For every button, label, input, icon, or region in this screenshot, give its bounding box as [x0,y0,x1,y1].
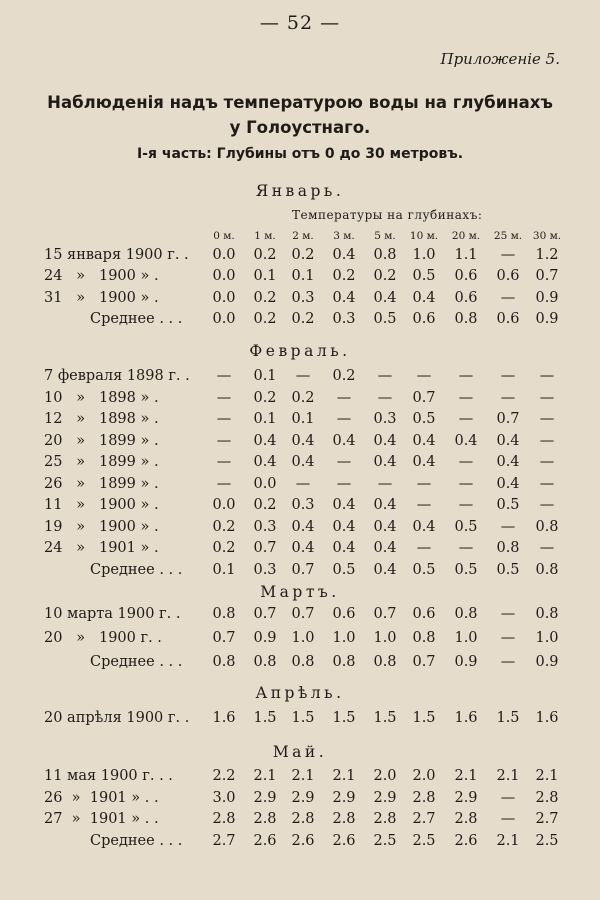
temperature-cell: 0.2 [373,268,397,285]
temperature-cell: 0.5 [454,561,478,578]
temperature-cell: 0.3 [291,289,315,306]
temperature-cell: — [216,475,232,492]
table-row [0,290,600,311]
temperature-cell: 2.1 [253,768,277,784]
month-heading: Апрѣль. [255,684,345,702]
temperature-cell: 0.4 [332,289,356,306]
depth-header: 10 м. [409,230,439,242]
temperature-cell: — [336,454,352,470]
temperature-cell: — [458,454,474,470]
date-label: 24 » 1900 » . [44,268,159,285]
page-subtitle: I-я часть: Глубины отъ 0 до 30 метровъ. [136,146,464,162]
temperature-cell: 0.4 [412,432,436,449]
temperature-cell: 2.9 [373,789,397,806]
temperature-cell: 0.6 [412,606,436,622]
temperature-cell: 0.9 [535,289,559,306]
temperature-cell: — [377,368,393,384]
temperature-cell: 0.8 [253,654,277,670]
depth-header: 1 м. [254,230,276,242]
temperature-cell: 0.0 [212,310,236,327]
temperature-cell: 0.3 [291,497,315,513]
date-label: 10 марта 1900 г. . [44,606,181,622]
temperature-cell: — [336,475,352,492]
temperature-cell: 0.8 [454,606,478,622]
date-label: 11 » 1900 » . [44,497,159,513]
temperature-cell: 0.9 [535,310,559,327]
depth-header: 25 м. [493,230,523,242]
temperature-cell: 0.0 [212,247,236,263]
temperature-cell: 0.2 [253,289,277,306]
temperature-cell: 0.1 [291,411,315,427]
temperature-cell: — [216,389,232,406]
temperature-cell: — [500,289,516,306]
table-row [0,497,600,518]
temperature-cell: — [539,454,555,470]
temperature-cell: 2.1 [496,768,520,784]
table-row [0,476,600,497]
temperature-cell: 0.2 [253,389,277,406]
temperature-cell: 2.8 [454,811,478,827]
temperature-cell: — [539,411,555,427]
temperature-cell: 0.4 [291,454,315,470]
temperature-cell: 2.5 [535,832,559,849]
temperature-cell: 2.8 [373,811,397,827]
temperature-cell: 0.4 [253,432,277,449]
temperature-cell: 0.4 [454,432,478,449]
temperature-cell: 1.6 [535,710,559,726]
depth-header: 3 м. [333,230,355,242]
temperature-cell: — [216,432,232,449]
temperature-cell: 1.2 [535,247,559,263]
temperature-cell: 2.9 [291,789,315,806]
temperature-cell: 0.8 [535,606,559,622]
temperature-cell: 0.4 [496,475,520,492]
month-heading: Февраль. [249,342,351,360]
month-heading: Май. [272,743,328,761]
average-row [0,833,600,854]
temperature-cell: — [295,368,311,384]
temperature-cell: 0.6 [496,310,520,327]
temperature-cell: — [216,368,232,384]
temperature-cell: 0.5 [412,268,436,285]
date-label: 26 » 1901 » . . [44,789,159,806]
temperature-cell: 0.4 [291,432,315,449]
temperature-cell: — [539,432,555,449]
title-line-1: Наблюденія надъ температурою воды на глубинахъ [47,93,553,112]
table-row [0,710,600,731]
temperature-cell: 0.5 [496,497,520,513]
temperature-cell: 0.5 [373,310,397,327]
date-label: 27 » 1901 » . . [44,811,159,827]
temperature-cell: 0.0 [212,289,236,306]
temperature-cell: 0.2 [253,497,277,513]
temperature-cell: 0.1 [253,411,277,427]
depth-header: 5 м. [374,230,396,242]
temperature-cell: 0.4 [496,432,520,449]
temperature-cell: 0.8 [212,654,236,670]
temperature-cell: 2.8 [212,811,236,827]
temperature-cell: 0.3 [373,411,397,427]
temperature-cell: — [500,811,516,827]
date-label: 25 » 1899 » . [44,454,159,470]
temperature-cell: — [458,475,474,492]
temperature-cell: 1.0 [454,630,478,646]
temperature-cell: 2.0 [412,768,436,784]
temperature-cell: 0.4 [373,432,397,449]
temperature-cell: 1.5 [412,710,436,726]
temperature-cell: 0.7 [253,606,277,622]
temperature-cell: 0.3 [253,561,277,578]
table-row [0,768,600,789]
table-row [0,247,600,268]
temperature-cell: — [458,411,474,427]
temperature-cell: 2.8 [412,789,436,806]
temperature-cell: 0.4 [332,432,356,449]
temperature-cell: 0.5 [496,561,520,578]
temperature-cell: 0.7 [496,411,520,427]
page-title [0,90,600,140]
average-row [0,654,600,675]
temperature-cell: 0.2 [212,540,236,556]
temperature-cell: 0.8 [373,247,397,263]
temperatures-caption: Температуры на глубинахъ: [292,208,483,222]
temperature-cell: 0.4 [373,561,397,578]
average-label: Среднее . . . [90,310,183,327]
temperature-cell: 2.1 [291,768,315,784]
temperature-cell: 2.5 [412,832,436,849]
temperature-cell: 0.8 [373,654,397,670]
temperature-cell: — [416,368,432,384]
temperature-cell: — [539,475,555,492]
table-row [0,790,600,811]
table-row [0,540,600,561]
appendix-label: Приложеніе 5. [440,50,560,68]
temperature-cell: — [500,789,516,806]
temperature-cell: — [500,368,516,384]
temperature-cell: 1.5 [373,710,397,726]
temperature-cell: 0.6 [496,268,520,285]
temperature-cell: 0.4 [332,518,356,535]
table-row [0,411,600,432]
temperature-cell: 0.1 [253,368,277,384]
temperature-cell: 0.8 [496,540,520,556]
date-label: 20 апрѣля 1900 г. . [44,710,190,726]
temperature-cell: — [500,247,516,263]
temperature-cell: 1.5 [253,710,277,726]
date-label: 15 января 1900 г. . [44,247,189,263]
temperature-cell: 0.7 [373,606,397,622]
temperature-cell: 2.9 [332,789,356,806]
temperature-cell: 0.9 [535,654,559,670]
date-label: 31 » 1900 » . [44,289,159,306]
temperature-cell: 2.1 [535,768,559,784]
temperature-cell: 2.7 [412,811,436,827]
temperature-cell: 0.7 [212,630,236,646]
temperature-cell: 0.1 [291,268,315,285]
depth-header: 30 м. [532,230,562,242]
depth-header: 20 м. [451,230,481,242]
temperature-cell: 0.4 [291,540,315,556]
temperature-cell: 2.8 [332,811,356,827]
date-label: 20 » 1899 » . [44,432,159,449]
temperature-cell: 2.1 [496,832,520,849]
temperature-cell: — [539,497,555,513]
date-label: 11 мая 1900 г. . . [44,768,173,784]
temperature-cell: 0.2 [291,247,315,263]
temperature-cell: 1.1 [454,247,478,263]
temperature-cell: 0.4 [412,289,436,306]
table-row [0,519,600,540]
temperature-cell: 2.8 [535,789,559,806]
date-label: 26 » 1899 » . [44,475,159,492]
temperature-cell: 0.3 [253,518,277,535]
date-label: 12 » 1898 » . [44,411,159,427]
temperature-cell: 2.7 [535,811,559,827]
table-row [0,433,600,454]
temperature-cell: 3.0 [212,789,236,806]
temperature-cell: 0.7 [291,606,315,622]
temperature-cell: — [458,389,474,406]
temperature-cell: 0.7 [412,389,436,406]
depth-header: 2 м. [292,230,314,242]
temperature-cell: — [377,475,393,492]
temperature-cell: 0.9 [253,630,277,646]
average-row [0,311,600,332]
temperature-cell: — [458,540,474,556]
temperature-cell: — [500,606,516,622]
temperature-cell: 2.7 [212,832,236,849]
temperature-cell: 2.0 [373,768,397,784]
table-row [0,606,600,627]
table-row [0,368,600,389]
temperature-cell: 0.4 [496,454,520,470]
temperature-cell: 1.6 [212,710,236,726]
temperature-cell: 0.8 [412,630,436,646]
temperature-cell: 0.4 [373,454,397,470]
date-label: 10 » 1898 » . [44,389,159,406]
temperature-cell: 0.8 [535,518,559,535]
temperature-cell: 0.6 [412,310,436,327]
temperature-cell: 1.0 [412,247,436,263]
table-row [0,268,600,289]
temperature-cell: — [416,540,432,556]
temperature-cell: 0.9 [454,654,478,670]
temperature-cell: 0.4 [332,247,356,263]
temperature-cell: 2.6 [454,832,478,849]
depth-header: 0 м. [213,230,235,242]
temperature-cell: 0.7 [253,540,277,556]
temperature-cell: — [500,518,516,535]
temperature-cell: 1.0 [535,630,559,646]
date-label: 20 » 1900 г. . [44,630,162,646]
temperature-cell: 0.5 [454,518,478,535]
temperature-cell: 0.7 [291,561,315,578]
month-heading: Январь. [255,182,345,200]
temperature-cell: 0.4 [332,540,356,556]
temperature-cell: — [295,475,311,492]
temperature-cell: 0.4 [373,497,397,513]
temperature-cell: 0.8 [332,654,356,670]
temperature-cell: 0.1 [212,561,236,578]
temperature-cell: 1.5 [496,710,520,726]
temperature-cell: 2.6 [332,832,356,849]
temperature-cell: 0.0 [253,475,277,492]
temperature-cell: — [539,540,555,556]
temperature-cell: 0.4 [332,497,356,513]
temperature-cell: 2.6 [253,832,277,849]
date-label: 24 » 1901 » . [44,540,159,556]
table-row [0,811,600,832]
table-row [0,390,600,411]
temperature-cell: 0.8 [291,654,315,670]
temperature-cell: 0.2 [212,518,236,535]
table-row [0,630,600,651]
temperature-cell: 2.5 [373,832,397,849]
temperature-cell: — [377,389,393,406]
temperature-cell: 0.5 [412,411,436,427]
average-label: Среднее . . . [90,561,183,578]
temperature-cell: 0.8 [212,606,236,622]
temperature-cell: 0.4 [412,518,436,535]
temperature-cell: — [336,411,352,427]
temperature-cell: 2.8 [253,811,277,827]
temperature-cell: — [500,654,516,670]
temperature-cell: 0.2 [332,268,356,285]
temperature-cell: 0.4 [291,518,315,535]
temperature-cell: 0.4 [373,540,397,556]
temperature-cell: 0.4 [253,454,277,470]
temperature-cell: 0.5 [332,561,356,578]
temperature-cell: 0.2 [253,310,277,327]
temperature-cell: 0.2 [291,389,315,406]
temperature-cell: 0.6 [454,268,478,285]
temperature-cell: 0.2 [332,368,356,384]
temperature-cell: 0.7 [535,268,559,285]
date-label: 19 » 1900 » . [44,518,159,535]
temperature-cell: 0.6 [332,606,356,622]
temperature-cell: — [539,368,555,384]
page-number: — 52 — [259,12,341,34]
temperature-cell: 0.3 [332,310,356,327]
temperature-cell: 1.5 [332,710,356,726]
temperature-cell: 2.9 [253,789,277,806]
temperature-cell: 0.4 [373,518,397,535]
date-label: 7 февраля 1898 г. . [44,368,190,384]
depth-header-row [0,230,600,244]
temperature-cell: 2.9 [454,789,478,806]
temperature-cell: 1.5 [291,710,315,726]
temperature-cell: 1.0 [291,630,315,646]
temperature-cell: — [216,454,232,470]
temperature-cell: 2.6 [291,832,315,849]
temperature-cell: — [416,497,432,513]
temperature-cell: — [336,389,352,406]
temperature-cell: — [458,368,474,384]
average-label: Среднее . . . [90,832,183,849]
temperature-cell: 1.0 [373,630,397,646]
temperature-cell: — [216,411,232,427]
temperature-cell: 0.0 [212,268,236,285]
temperature-cell: — [500,630,516,646]
table-row [0,454,600,475]
temperature-cell: 0.7 [412,654,436,670]
temperature-cell: 1.0 [332,630,356,646]
temperature-cell: 1.6 [454,710,478,726]
title-line-2: у Голоустнаго. [229,118,371,137]
temperature-cell: 0.5 [412,561,436,578]
average-label: Среднее . . . [90,654,183,670]
temperature-cell: 2.8 [291,811,315,827]
temperature-cell: — [500,389,516,406]
temperature-cell: 2.2 [212,768,236,784]
temperature-cell: 0.0 [212,497,236,513]
month-heading: Мартъ. [260,583,340,601]
average-row [0,562,600,583]
temperature-cell: 2.1 [332,768,356,784]
temperature-cell: — [458,497,474,513]
temperature-cell: 2.1 [454,768,478,784]
temperature-cell: 0.2 [253,247,277,263]
temperature-cell: 0.4 [412,454,436,470]
temperature-cell: 0.8 [454,310,478,327]
temperature-cell: — [539,389,555,406]
temperature-cell: 0.4 [373,289,397,306]
temperature-cell: 0.2 [291,310,315,327]
temperature-cell: 0.6 [454,289,478,306]
temperature-cell: 0.8 [535,561,559,578]
temperature-cell: 0.1 [253,268,277,285]
temperature-cell: — [416,475,432,492]
